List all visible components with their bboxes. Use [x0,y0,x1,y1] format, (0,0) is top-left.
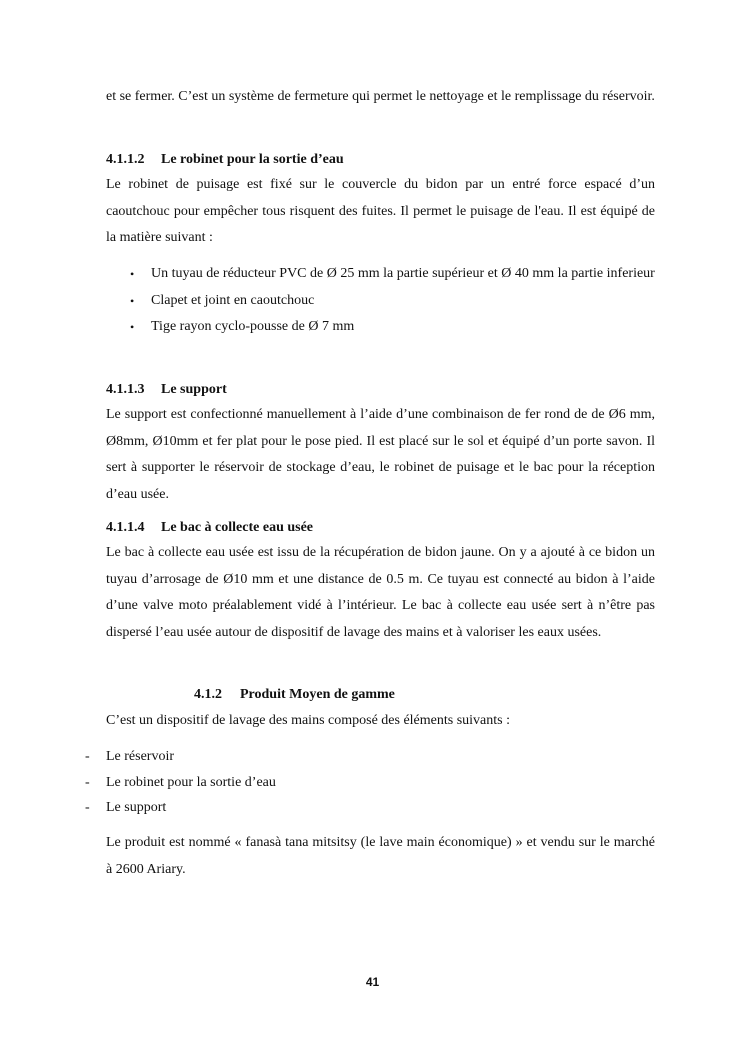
dash-item [85,744,645,770]
bullet-text: Clapet et joint en caoutchouc [151,292,315,308]
dash-icon: - [85,749,90,764]
section-heading-4-1-1-4 [106,518,313,538]
section-number: 4.1.1.4 [106,520,145,535]
section-title: Le bac à collecte eau usée [161,520,314,535]
section-heading-4-1-1-2 [106,150,344,170]
bullet-icon: • [130,293,135,308]
bullet-item [130,261,655,288]
dash-item [85,770,645,796]
bullet-text: Un tuyau de réducteur PVC de Ø 25 mm la partie supérieur et Ø 40 mm la partie inferieur [151,266,655,281]
section-heading-4-1-2 [194,685,395,705]
dash-item [85,795,645,821]
bullet-icon: • [130,320,135,334]
page-number: 41 [365,975,380,989]
materials-bullet-list [130,261,655,341]
intro-paragraph: et se fermer. C’est un système de fermeture qui permet le nettoyage et le remplissage du réservoir. [106,89,655,104]
section-title: Le support [161,382,227,397]
dash-text: Le robinet pour la sortie d’eau [106,774,276,790]
bullet-item [130,314,655,341]
bullet-text: Tige rayon cyclo-pousse de Ø 7 mm [151,319,355,334]
robinet-paragraph: Le robinet de puisage est fixé sur le couvercle du bidon par un entré force espacé d’un caoutchouc pour empêcher tous risquent des fuites. Il permet le puisage de l'eau. Il est équipé de la matière suivant : [106,177,655,245]
components-dash-list [85,744,645,821]
dash-text: Le support [106,800,167,815]
section-heading-4-1-1-3 [106,380,227,400]
dash-icon: - [85,774,90,790]
section-number: 4.1.2 [194,687,222,702]
moyen-intro-paragraph: C’est un dispositif de lavage des mains composé des éléments suivants : [106,713,510,728]
section-title: Produit Moyen de gamme [240,687,395,702]
dash-icon: - [85,800,90,815]
section-number: 4.1.1.2 [106,152,145,167]
support-paragraph: Le support est confectionné manuellement à l’aide d’une combinaison de fer rond de de Ø6 mm, Ø8mm, Ø10mm et fer plat pour le pose pied. Il est placé sur le sol et équipé d’un porte savon. Il sert à supporter le réservoir de stockage d’eau, le robinet de puisage et le bac pour la réception d’eau usée. [106,407,655,502]
bac-paragraph: Le bac à collecte eau usée est issu de la récupération de bidon jaune. On y a ajouté à ce bidon un tuyau d’arrosage de Ø10 mm et une distance de 0.5 m. Ce tuyau est connecté au bidon à l’aide d’une valve moto préalablement vidé à l’intérieur. Le bac à collecte eau usée sert à n’être pas dispersé l’eau usée autour de dispositif de lavage des mains et à valoriser les eaux usées. [106,545,655,640]
produit-paragraph: Le produit est nommé « fanasà tana mitsitsy (le lave main économique) » et vendu sur le marché à 2600 Ariary. [106,835,655,877]
section-title: Le robinet pour la sortie d’eau [161,152,344,167]
dash-text: Le réservoir [106,749,175,764]
section-number: 4.1.1.3 [106,382,145,397]
bullet-item [130,288,655,315]
bullet-icon: • [130,267,135,281]
